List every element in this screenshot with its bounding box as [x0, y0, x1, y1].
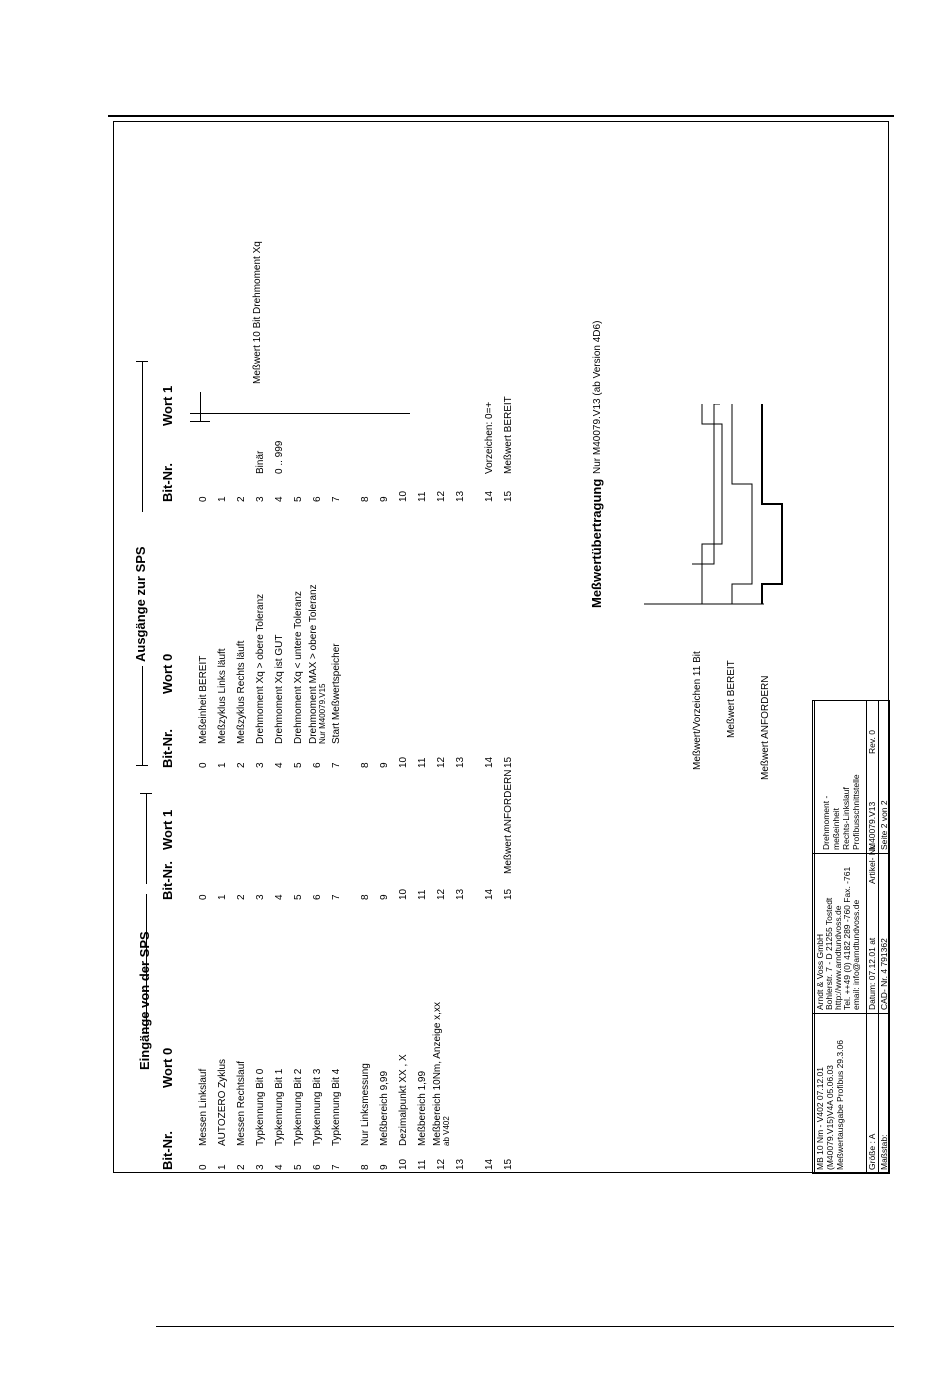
- tb-company-4: Tel. ++49 (0) 4182 289 -760 Fax. -761: [842, 866, 852, 1010]
- out-w1-bit-1: 1: [217, 496, 228, 502]
- out-w0-bit-6: 6: [312, 762, 323, 768]
- out-w1-bit-13: 13: [455, 490, 466, 502]
- inputs-header-tick: [140, 793, 152, 794]
- tb-rev: Rev. 0: [867, 730, 877, 754]
- in-w1-bit-15: 15: [503, 888, 514, 900]
- in-w0-note-12: ab V402: [442, 1116, 451, 1146]
- out-w1-bit-4: 4: [274, 496, 285, 502]
- out-w1-bit-11: 11: [417, 491, 428, 502]
- out-w0-bit-13: 13: [455, 756, 466, 768]
- outputs-header-tick: [136, 361, 148, 362]
- out-w0-bit-7: 7: [331, 762, 342, 768]
- out-w1-bit-14: 14: [484, 490, 495, 502]
- in-w0-bit-10: 10: [398, 1158, 409, 1170]
- bracket-left: [190, 413, 410, 414]
- tb-bottom-row: [866, 700, 867, 1174]
- in-w0-text-2: Messen Rechtslauf: [236, 1060, 247, 1146]
- in-w0-bit-9: 9: [379, 1164, 390, 1170]
- outputs-header-rule: [142, 666, 143, 766]
- out-w0-bit-14: 14: [484, 756, 495, 768]
- in-w0-bit-12: 12: [436, 1158, 447, 1170]
- out-w1-text-15: Meßwert BEREIT: [503, 396, 514, 474]
- out-w1-bit-15: 15: [503, 490, 514, 502]
- waveform-wert: [702, 404, 722, 604]
- out-w0-text-2: Meßzyklus Rechts läuft: [236, 640, 247, 744]
- out-w0-bit-1: 1: [217, 762, 228, 768]
- out-w0-bit-9: 9: [379, 762, 390, 768]
- out-w0-text-4: Drehmoment Xq ist GUT: [274, 634, 285, 744]
- in-w0-text-1: AUTOZERO Zyklus: [217, 1058, 228, 1146]
- tb-massstab: Maßstab:: [879, 1134, 889, 1170]
- in-w1-bit-13: 13: [455, 888, 466, 900]
- tb-artikel-nr: M40079.V13: [867, 801, 877, 850]
- tb-seite: Seite 2 von 2: [879, 800, 889, 850]
- in-w0-text-12: Meßbereich 10Nm, Anzeige x,xx: [432, 1002, 443, 1146]
- in-w0-bit-4: 4: [274, 1164, 285, 1170]
- rotated-drawing-sheet: [114, 122, 890, 1174]
- in-w1-bit-4: 4: [274, 894, 285, 900]
- col-wort0-out: Wort 0: [160, 653, 175, 694]
- in-w0-text-5: Typkennung Bit 2: [293, 1068, 304, 1146]
- out-w0-text-0: Meßeinheit BEREIT: [198, 655, 209, 744]
- out-w0-bit-12: 12: [436, 756, 447, 768]
- in-w1-bit-9: 9: [379, 894, 390, 900]
- out-w1-bit-12: 12: [436, 490, 447, 502]
- in-w0-bit-14: 14: [484, 1158, 495, 1170]
- in-w0-bit-6: 6: [312, 1164, 323, 1170]
- col-wort1-out: Wort 1: [160, 385, 175, 426]
- out-w1-bit-8: 8: [360, 496, 371, 502]
- tb-rev-row-1: MB 10 Nm - V402 07.12.01: [815, 1066, 825, 1170]
- in-w0-text-11: Meßbereich 1,99: [417, 1070, 428, 1146]
- tb-company-1: Arndt & Voss GmbH: [815, 933, 825, 1010]
- out-w1-bit-9: 9: [379, 496, 390, 502]
- in-w0-bit-8: 8: [360, 1164, 371, 1170]
- in-w1-bit-12: 12: [436, 888, 447, 900]
- tb-desc-4: Profibusschnittstelle: [851, 774, 861, 850]
- out-w0-bit-2: 2: [236, 762, 247, 768]
- col-wort0-in: Wort 0: [160, 1047, 175, 1088]
- out-w1-text-3: Binär: [255, 450, 266, 474]
- in-w0-text-7: Typkennung Bit 4: [331, 1068, 342, 1146]
- drawing-frame: [113, 121, 889, 1173]
- outputs-header-rule-right: [142, 362, 143, 512]
- out-w1-bit-6: 6: [312, 496, 323, 502]
- out-w0-text-7: Start Meßwertspeicher: [331, 643, 342, 744]
- tb-bottom-row2: [878, 700, 879, 1174]
- in-w0-bit-2: 2: [236, 1164, 247, 1170]
- in-w0-text-3: Typkennung Bit 0: [255, 1068, 266, 1146]
- outputs-title: Ausgänge zur SPS: [133, 546, 148, 662]
- in-w0-text-9: Meßbereich 9,99: [379, 1070, 390, 1146]
- signal-label-anfordern: Meßwert ANFORDERN: [760, 675, 771, 780]
- waveform-anfordern: [762, 404, 782, 604]
- tb-desc-2: meßeinheit: [831, 807, 841, 850]
- in-w0-bit-3: 3: [255, 1164, 266, 1170]
- tb-artikel: Artikel- Nr.: [867, 844, 877, 884]
- in-w1-bit-5: 5: [293, 894, 304, 900]
- in-w1-bit-2: 2: [236, 894, 247, 900]
- in-w0-bit-0: 0: [198, 1164, 209, 1170]
- col-bit-nr-in: Bit-Nr.: [160, 1131, 175, 1170]
- tb-company-2: Bohlerstr. 7 - D 21255 Tostedt: [824, 897, 834, 1010]
- in-w1-bit-1: 1: [217, 894, 228, 900]
- col-wort1-in: Wort 1: [160, 809, 175, 850]
- tb-company-5: email: info@arndtundvoss.de: [851, 899, 861, 1010]
- in-w0-bit-7: 7: [331, 1164, 342, 1170]
- col-bit-nr-in-w1: Bit-Nr.: [160, 861, 175, 900]
- waveform-bereit: [732, 404, 752, 604]
- transfer-title: Meßwertübertragung: [589, 478, 604, 608]
- in-w0-text-4: Typkennung Bit 1: [274, 1068, 285, 1146]
- inputs-header-rule-right: [146, 794, 147, 884]
- col-bit-nr-out-w1: Bit-Nr.: [160, 463, 175, 502]
- in-w0-bit-1: 1: [217, 1164, 228, 1170]
- out-w0-bit-4: 4: [274, 762, 285, 768]
- out-w1-bit-7: 7: [331, 496, 342, 502]
- out-w1-bit-2: 2: [236, 496, 247, 502]
- signal-label-wert: Meßwert/Vorzeichen 11 Bit: [692, 651, 703, 770]
- tb-company-3: http://www.arndtundvoss.de: [833, 905, 843, 1010]
- tb-desc-1: Drehmoment -: [821, 795, 831, 850]
- in-w1-bit-0: 0: [198, 894, 209, 900]
- in-w0-text-6: Typkennung Bit 3: [312, 1068, 323, 1146]
- in-w0-text-0: Messen Linkslauf: [198, 1068, 209, 1146]
- out-w0-text-6: Drehmoment MAX > obere Toleranz: [308, 584, 319, 744]
- out-w0-bit-3: 3: [255, 762, 266, 768]
- out-w0-bit-15: 15: [503, 756, 514, 768]
- in-w0-text-8: Nur Linksmessung: [360, 1063, 371, 1146]
- out-w1-bit-10: 10: [398, 490, 409, 502]
- in-w1-bit-6: 6: [312, 894, 323, 900]
- col-bit-nr-out: Bit-Nr.: [160, 729, 175, 768]
- top-rule: [108, 115, 894, 117]
- bracket-h-top: [200, 392, 201, 422]
- out-w0-bit-8: 8: [360, 762, 371, 768]
- in-w1-bit-11: 11: [417, 889, 428, 900]
- out-w0-bit-5: 5: [293, 762, 304, 768]
- signal-label-bereit: Meßwert BEREIT: [726, 660, 737, 738]
- transfer-note: Nur M40079.V13 (ab Version 4D6): [592, 320, 603, 474]
- in-w1-bit-3: 3: [255, 894, 266, 900]
- out-w0-bit-0: 0: [198, 762, 209, 768]
- tb-datum: Datum: 07.12.01 at: [867, 937, 877, 1010]
- in-w1-bit-7: 7: [331, 894, 342, 900]
- inputs-title: Eingänge von der SPS: [137, 931, 152, 1070]
- in-w1-text-15: Meßwert ANFORDERN: [503, 769, 514, 874]
- word1-out-side-label: Meßwert 10 Bit Drehmoment Xq: [252, 241, 263, 384]
- in-w1-bit-10: 10: [398, 888, 409, 900]
- tb-desc-3: Rechts-Linkslauf: [841, 787, 851, 850]
- out-w1-text-4: 0 .. 999: [274, 440, 285, 474]
- in-w0-bit-15: 15: [503, 1158, 514, 1170]
- in-w0-text-10: Dezimalpunkt XX , X: [398, 1054, 409, 1146]
- out-w1-bit-5: 5: [293, 496, 304, 502]
- out-w1-text-14: Vorzeichen: 0=+: [484, 401, 495, 474]
- in-w0-bit-11: 11: [417, 1159, 428, 1170]
- tb-cad: CAD- Nr. 4 791362: [879, 938, 889, 1010]
- tb-rev-row-2: (M40079.V15)V4A 05.06.03: [825, 1065, 835, 1170]
- out-w0-text-3: Drehmoment Xq > obere Toleranz: [255, 593, 266, 744]
- out-w0-note-6: Nur M40079.V15: [318, 683, 327, 744]
- in-w1-bit-14: 14: [484, 888, 495, 900]
- out-w1-bit-0: 0: [198, 496, 209, 502]
- bottom-rule: [156, 1326, 894, 1327]
- in-w1-bit-8: 8: [360, 894, 371, 900]
- in-w0-bit-5: 5: [293, 1164, 304, 1170]
- out-w0-text-5: Drehmoment Xq < untere Toleranz: [293, 591, 304, 744]
- tb-groesse: Größe : A: [867, 1133, 877, 1170]
- out-w0-bit-11: 11: [417, 757, 428, 768]
- tb-rev-row-3: Meßwertausgabe Profibus 29.3.06: [835, 1040, 845, 1170]
- out-w0-bit-10: 10: [398, 756, 409, 768]
- in-w0-bit-13: 13: [455, 1158, 466, 1170]
- out-w0-text-1: Meßzyklus Links läuft: [217, 648, 228, 744]
- out-w1-bit-3: 3: [255, 496, 266, 502]
